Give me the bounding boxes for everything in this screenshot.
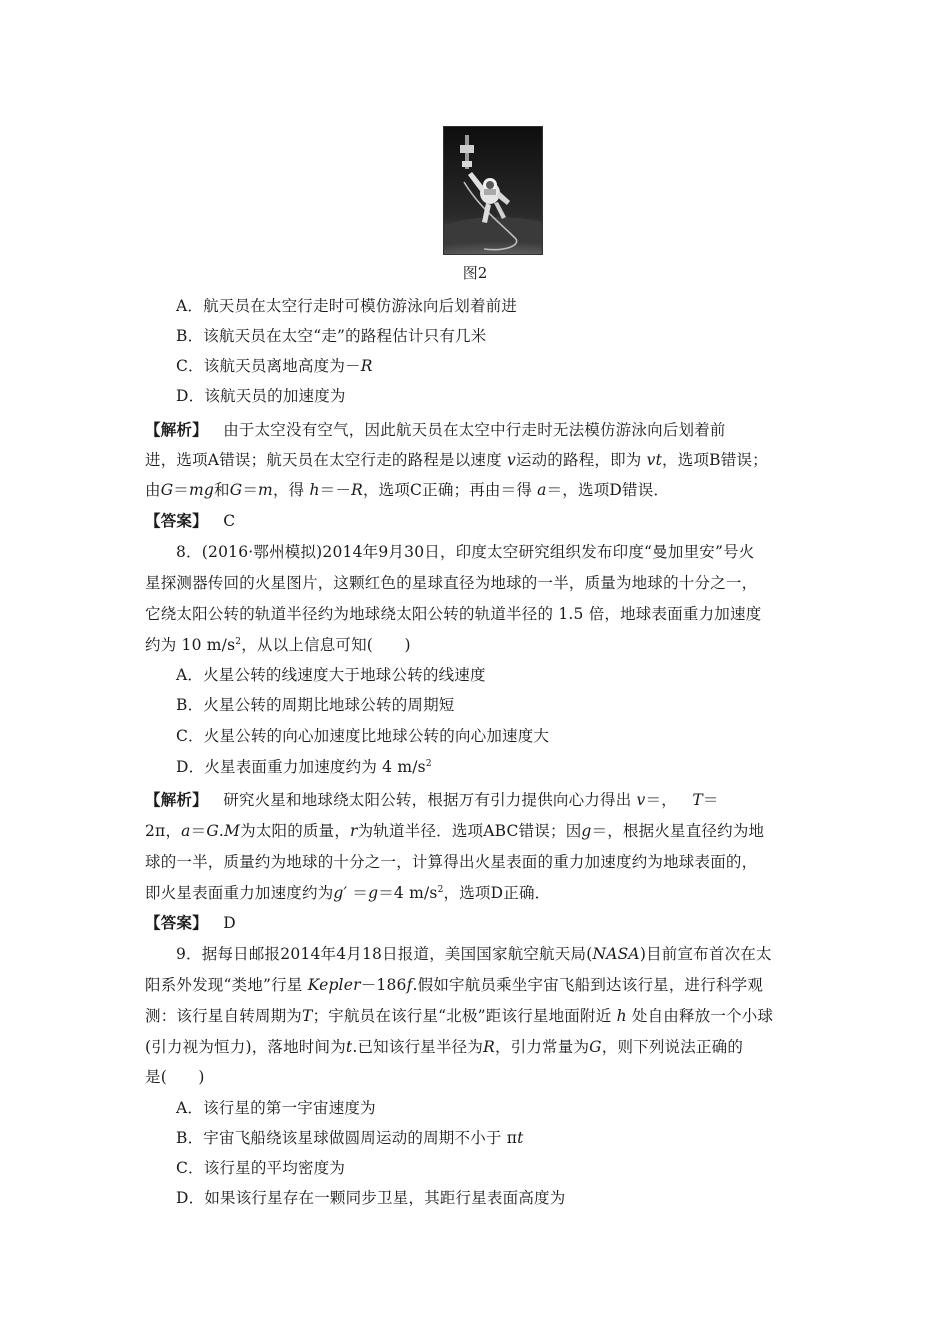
q8-a1c: ＝， — [645, 791, 677, 809]
q7-a3k: ＝－ — [319, 481, 352, 499]
q9-option-c: C．该行星的平均密度为 — [176, 1159, 346, 1177]
astronaut-spacewalk-icon — [444, 127, 542, 254]
q9-stem-line-4 — [145, 1036, 743, 1058]
q8-analysis-line-2 — [145, 820, 764, 842]
q8-a2g: 为太阳的质量， — [240, 822, 351, 840]
q8-stem-line-4 — [145, 634, 411, 656]
q8-a2k: ＝，根据火星直径约为地 — [591, 822, 765, 840]
q8-analysis-line-3: 球的一半，质量约为地球的十分之一，计算得出火星表面的重力加速度约为地球表面的， — [145, 853, 758, 871]
q7-a2d: vt — [646, 451, 663, 469]
q8-a4a: 即火星表面重力加速度约为 — [145, 884, 334, 902]
q8-a2c: ＝ — [190, 822, 207, 840]
q9-l3c: 处自由释放一个小球 — [631, 1007, 774, 1025]
q9-l1-it: NASA — [592, 945, 640, 963]
q9-l4c: ，引力常量为 — [494, 1038, 590, 1056]
q9-l2-it2: f — [406, 976, 413, 994]
q7-analysis-line-3 — [145, 479, 669, 501]
q9-l4-it2: R — [483, 1038, 495, 1056]
q7-option-c — [176, 355, 373, 377]
q8-analysis-line-4 — [145, 882, 550, 904]
q7-a2a: 进，选项A错误；航天员在太空行走的路程是以速度 — [145, 451, 502, 469]
q9-option-b — [176, 1127, 524, 1149]
q9-l1b: )目前宣布首次在太 — [639, 945, 772, 963]
q9-l1: 9．据每日邮报2014年4月18日报道，美国国家航空航天局( — [176, 945, 593, 963]
q9-l4b: .已知该行星半径为 — [352, 1038, 484, 1056]
q8-a4c: ＝ — [352, 884, 369, 902]
q8-analysis-line-1 — [145, 789, 719, 811]
q7-analysis-line-1 — [145, 419, 726, 441]
q8-answer-value: D — [223, 914, 236, 932]
q8-stem-line-2: 星探测器传回的火星图片，这颗红色的星球直径为地球的一半，质量为地球的十分之一， — [145, 574, 758, 592]
q9-l3b: ；宇航员在该行星“北极”距该行星地面附近 — [312, 1007, 612, 1025]
q8-a2f: M — [224, 822, 241, 840]
q8-a4sup: 2 — [437, 884, 444, 895]
q8-a4f: ，选项D正确． — [443, 884, 551, 902]
q7-a2b: v — [506, 451, 516, 469]
q7-analysis-line-2 — [145, 449, 768, 471]
q7-a3g: ＝ — [242, 481, 259, 499]
q9-stem-line-3 — [145, 1005, 773, 1027]
q9-option-b-text: B．宇宙飞船绕该星球做圆周运动的周期不小于 π — [176, 1129, 518, 1147]
q9-l2-it: Kepler — [307, 976, 361, 994]
q8-option-d — [176, 756, 432, 778]
q7-a3f: G — [229, 481, 243, 499]
q9-l2b: －186 — [360, 976, 407, 994]
q8-analysis-label: 【解析】 — [145, 790, 208, 809]
q8-a2d: G — [206, 822, 219, 840]
q8-l4b: ，从以上信息可知( ) — [241, 636, 411, 654]
q9-option-b-var: t — [517, 1129, 524, 1147]
q8-a2b: a — [181, 822, 191, 840]
q8-a2i: 为轨道半径．选项ABC错误；因 — [357, 822, 582, 840]
q8-answer — [145, 912, 236, 934]
q8-stem-line-3: 它绕太阳公转的轨道半径约为地球绕太阳公转的轨道半径的 1.5 倍，地球表面重力加速度 — [145, 605, 762, 623]
q8-option-d-text: D．火星表面重力加速度约为 4 m/s — [176, 758, 426, 776]
q9-l2c: .假如宇航员乘坐宇宙飞船到达该行星，进行科学观 — [412, 976, 764, 994]
q9-l3-it2: h — [616, 1007, 627, 1025]
q7-a3o: ＝，选项D错误． — [546, 481, 670, 499]
q8-a1e: ＝ — [702, 791, 719, 809]
q9-option-d: D．如果该行星存在一颗同步卫星，其距行星表面高度为 — [176, 1189, 566, 1207]
q8-a2j: g — [581, 822, 592, 840]
q8-option-c: C．火星公转的向心加速度比地球公转的向心加速度大 — [176, 727, 550, 745]
q9-option-a: A．该行星的第一宇宙速度为 — [176, 1099, 376, 1117]
q8-a4d: g — [368, 884, 379, 902]
q7-a3b: G — [160, 481, 174, 499]
q8-l4sup: 2 — [235, 636, 242, 647]
q8-stem-line-1: 8．(2016·鄂州模拟)2014年9月30日，印度太空研究组织发布印度“曼加里安”号火 — [176, 543, 755, 561]
q7-a3c: ＝ — [173, 481, 189, 499]
q8-option-b: B．火星公转的周期比地球公转的周期短 — [176, 696, 455, 714]
q9-l4-it3: G — [589, 1038, 602, 1056]
q7-answer-value: C — [223, 512, 236, 530]
q8-a1b: v — [636, 791, 646, 809]
q7-a3j: h — [309, 481, 320, 499]
q8-a1a: 研究火星和地球绕太阳公转，根据万有引力提供向心力得出 — [223, 791, 632, 809]
q9-l3a: 测：该行星自转周期为 — [145, 1007, 303, 1025]
q8-a4e: ＝4 m/s — [378, 884, 438, 902]
q7-option-c-var: R — [360, 357, 373, 375]
q7-a3h: m — [258, 481, 273, 499]
q7-a3e: 和 — [214, 481, 230, 499]
q7-option-b: B．该航天员在太空“走”的路程估计只有几米 — [176, 327, 487, 345]
q9-l4-it: t — [345, 1038, 353, 1056]
q7-a2e: ，选项B错误； — [662, 451, 768, 469]
q8-answer-label: 【答案】 — [145, 913, 208, 932]
q7-answer — [145, 510, 235, 532]
q9-stem-line-1 — [176, 943, 772, 965]
q9-stem-line-5: 是( ) — [145, 1068, 205, 1086]
q7-a3m: ，选项C正确；再由＝得 — [362, 481, 533, 499]
q7-analysis-label: 【解析】 — [145, 420, 208, 439]
q7-option-d: D．该航天员的加速度为 — [176, 387, 346, 405]
q9-l4a: (引力视为恒力)，落地时间为 — [145, 1038, 346, 1056]
q8-a2h: r — [350, 822, 358, 840]
q8-a2e: . — [218, 822, 225, 840]
astronaut-photo — [443, 126, 543, 255]
q7-a3l: R — [351, 481, 363, 499]
q7-a3i: ，得 — [272, 481, 305, 499]
q8-a4b: g′ — [333, 884, 348, 902]
q8-l4a: 约为 10 m/s — [145, 636, 236, 654]
q9-l4d: ，则下列说法正确的 — [601, 1038, 744, 1056]
q7-analysis-text-1: 由于太空没有空气，因此航天员在太空中行走时无法模仿游泳向后划着前 — [223, 421, 726, 439]
q8-option-d-sup: 2 — [425, 758, 432, 769]
figure-caption: 图2 — [462, 264, 488, 282]
q9-l3-it: T — [302, 1007, 313, 1025]
q7-option-a: A．航天员在太空行走时可模仿游泳向后划着前进 — [176, 297, 518, 315]
q7-a3d: mg — [189, 481, 215, 499]
q7-a3n: a — [537, 481, 547, 499]
q8-a1d: T — [692, 791, 703, 809]
q8-a2a: 2π， — [145, 822, 182, 840]
q9-l2a: 阳系外发现“类地”行星 — [145, 976, 303, 994]
q7-option-c-text: C．该航天员离地高度为－ — [176, 357, 361, 375]
q7-a2c: 运动的路程，即为 — [515, 451, 642, 469]
q9-stem-line-2 — [145, 974, 763, 996]
q8-option-a: A．火星公转的线速度大于地球公转的线速度 — [176, 666, 486, 684]
q7-a3a: 由 — [145, 481, 161, 499]
q7-answer-label: 【答案】 — [145, 511, 208, 530]
